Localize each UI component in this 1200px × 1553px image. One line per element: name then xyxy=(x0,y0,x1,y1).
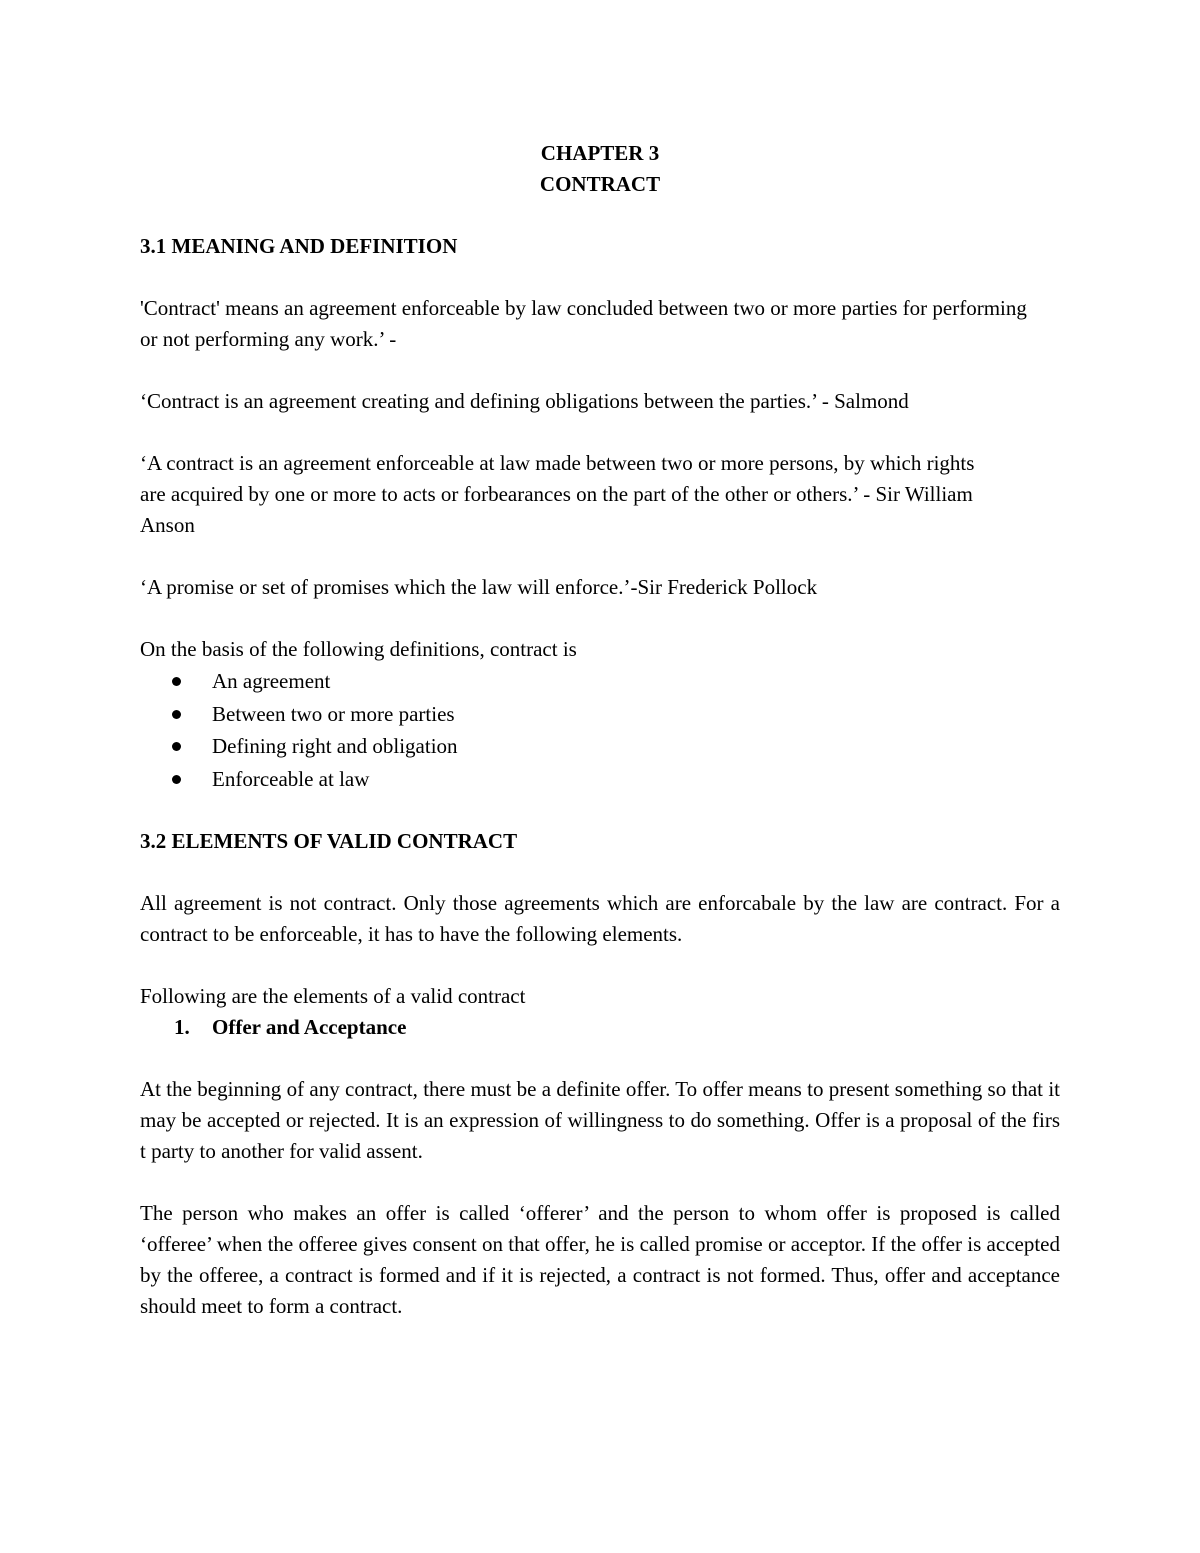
definition-anson-line-2: are acquired by one or more to acts or forbearances on the part of the other or others.’ - Sir William xyxy=(140,482,973,506)
list-item-title: Offer and Acceptance xyxy=(212,1015,407,1039)
bullet-icon xyxy=(172,742,181,751)
elements-intro: All agreement is not contract. Only those agreements which are enforcabale by the law are contract. For a contract to be enforceable, it has to have the following elements. xyxy=(140,891,1060,946)
list-item: Defining right and obligation xyxy=(140,730,1060,763)
bullet-icon xyxy=(172,775,181,784)
section-heading-elements: 3.2 ELEMENTS OF VALID CONTRACT xyxy=(140,829,518,853)
basis-intro: On the basis of the following definitions, contract is xyxy=(140,637,577,661)
definition-salmond: ‘Contract is an agreement creating and defining obligations between the parties.’ - Salmond xyxy=(140,389,909,413)
definition-statute xyxy=(140,293,1060,355)
list-item-offer-acceptance xyxy=(140,1012,1060,1043)
definition-pollock: ‘A promise or set of promises which the law will enforce.’-Sir Frederick Pollock xyxy=(140,575,818,599)
definition-anson-line-3: Anson xyxy=(140,513,195,537)
definition-statute-line-1: 'Contract' means an agreement enforceable by law concluded between two or more parties for performing xyxy=(140,296,1027,320)
chapter-title: CONTRACT xyxy=(539,172,661,196)
definition-statute-line-2: or not performing any work.’ - xyxy=(140,327,397,351)
bullet-icon xyxy=(172,677,181,686)
offer-paragraph: At the beginning of any contract, there must be a definite offer. To offer means to present something so that it may be accepted or rejected. It is an expression of willingness to do something. Offer is a proposal of the firs t party to another for valid assent. xyxy=(140,1077,1060,1163)
offerer-offeree-paragraph: The person who makes an offer is called ‘offerer’ and the person to whom offer is proposed is called ‘offeree’ when the offeree gives consent on that offer, he is called promise or acceptor. If the offer is accepted by the offeree, a contract is formed and if it is rejected, a contract is not formed. Thus, offer and acceptance should meet to form a contract. xyxy=(140,1201,1060,1318)
chapter-number: CHAPTER 3 xyxy=(540,141,660,165)
elements-following: Following are the elements of a valid contract xyxy=(140,984,526,1008)
definition-anson-line-1: ‘A contract is an agreement enforceable at law made between two or more persons, by which rights xyxy=(140,451,975,475)
list-item: Enforceable at law xyxy=(140,763,1060,796)
bullet-icon xyxy=(172,710,181,719)
elements-list xyxy=(140,1012,1060,1043)
document-page xyxy=(140,138,1060,1322)
section-heading-meaning: 3.1 MEANING AND DEFINITION xyxy=(140,234,458,258)
list-item: Between two or more parties xyxy=(140,698,1060,731)
list-item: An agreement xyxy=(140,665,1060,698)
contract-features-list xyxy=(140,665,1060,795)
list-number: 1. xyxy=(174,1015,190,1039)
definition-anson xyxy=(140,448,1060,541)
